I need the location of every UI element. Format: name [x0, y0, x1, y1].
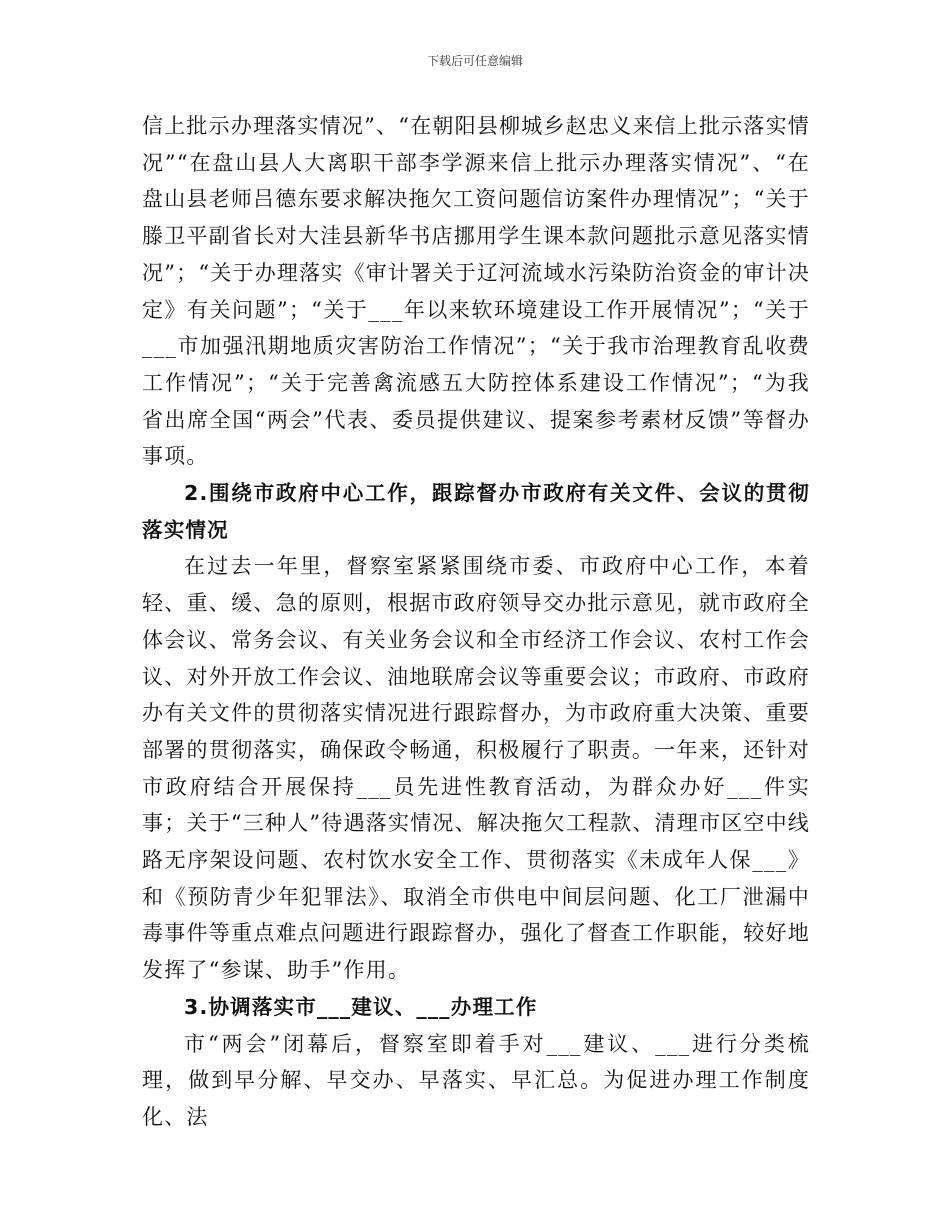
section-heading-3: 3.协调落实市___建议、___办理工作 — [184, 994, 538, 1019]
paragraph-central-work: 在过去一年里，督察室紧紧围绕市委、市政府中心工作，本着轻、重、缓、急的原则，根据市政府领导交办批示意见，就市政府全体会议、常务会议、有关业务会议和全市经济工作会议、农村工作会议、对外开放工作会议、油地联席会议等重要会议；市政府、市政府办有关文件的贯彻落实情况进行跟踪督办，为市政府重大决策、重要部署的贯彻落实，确保政令畅通，积极履行了职责。一年来，还针对市政府结合开展保持___员先进性教育活动，为群众办好___件实事；关于“三种人”待遇落实情况、解决拖欠工程款、清理市区空中线路无序架设问题、农村饮水安全工作、贯彻落实《未成年人保___》和《预防青少年犯罪法》、取消全市供电中间层问题、化工厂泄漏中毒事件等重点难点问题进行跟踪督办，强化了督查工作职能，较好地发挥了“参谋、助手”作用。 — [142, 554, 810, 983]
document-body — [142, 108, 810, 1136]
page-header: 下载后可任意编辑 — [426, 54, 523, 68]
section-heading-2: 2.围绕市政府中心工作，跟踪督办市政府有关文件、会议的贯彻落实情况 — [142, 481, 810, 542]
paragraph-proposals: 市“两会”闭幕后，督察室即着手对___建议、___进行分类梳理，做到早分解、早交办、早落实、早汇总。为促进办理工作制度化、法 — [142, 1031, 810, 1129]
paragraph-supervision-items: 信上批示办理落实情况”、“在朝阳县柳城乡赵忠义来信上批示落实情况”“在盘山县人大离职干部李学源来信上批示办理落实情况”、“在盘山县老师吕德东要求解决拖欠工资问题信访案件办理情况”；“关于滕卫平副省长对大洼县新华书店挪用学生课本款问题批示意见落实情况”；“关于办理落实《审计署关于辽河流域水污染防治资金的审计决定》有关问题”；“关于___年以来软环境建设工作开展情况”；“关于___市加强汛期地质灾害防治工作情况”；“关于我市治理教育乱收费工作情况”；“关于完善禽流感五大防控体系建设工作情况”；“为我省出席全国“两会”代表、委员提供建议、提案参考素材反馈”等督办事项。 — [142, 114, 810, 469]
